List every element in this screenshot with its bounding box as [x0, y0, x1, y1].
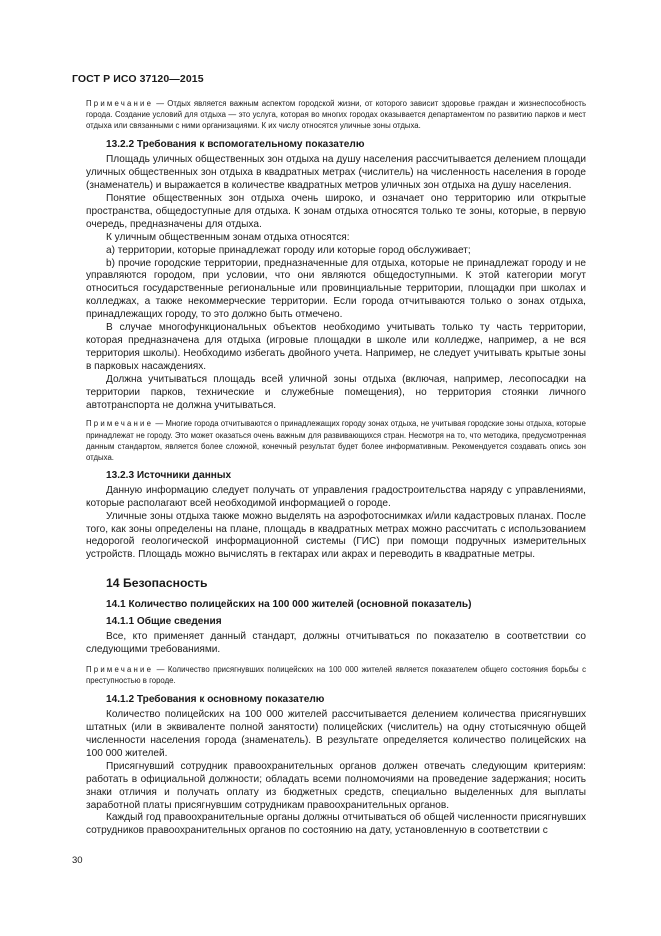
paragraph: Уличные зоны отдыха также можно выделять на аэрофотоснимках и/или кадастровых планах. После того, как зоны определены на плане, площадь в квадратных метрах можно рассчитать с использованием недорогой геологической информационной системы (ГИС) при помощи подручных измерительных устройств. Площадь можно вычислять в гектарах или акрах и переводить в квадратные метры. — [86, 510, 586, 561]
paragraph: Количество полицейских на 100 000 жителей рассчитывается делением количества присягнувших штатных (или в эквиваленте полной занятости) полицейских (числитель) на одну стотысячную общей численности населения города (знаменатель). В результате определяется количество полицейских на 100 000 жителей. — [86, 709, 586, 759]
heading-14: 14 Безопасность — [106, 576, 208, 591]
list-item: а) территории, которые принадлежат городу или которые город обслуживает; — [106, 244, 471, 256]
heading-13-2-3: 13.2.3 Источники данных — [106, 469, 232, 481]
page-number: 30 — [72, 855, 83, 866]
document-header: ГОСТ Р ИСО 37120—2015 — [72, 73, 204, 85]
paragraph: Данную информацию следует получать от управления градостроительства наряду с управлениями, которые располагают всей необходимой информацией о городе. — [86, 484, 586, 509]
note-label: Примечание — [86, 665, 154, 675]
list-item: b) прочие городские территории, предназначенные для отдыха, которые не принадлежат городу и не управляются городом, при условии, что они являются общедоступными. К этой категории могут относиться государственные региональные или провинциальные территории, площадки при школах и колледжах, а также некоммерческие территории. Если города отчитываются только о зонах отдыха, принадлежащих городу, то это должно быть отмечено. — [86, 257, 586, 321]
paragraph: В случае многофункциональных объектов необходимо учитывать только ту часть территории, которая предназначена для отдыха (игровые площадки в школе или колледже, например, а не вся территория школы). Необходимо избегать двойного учета. Например, не следует учитывать крытые зоны в парковых насаждениях. — [86, 322, 586, 372]
note-2: Примечание — Многие города отчитываются о принадлежащих городу зонах отдыха, не учитывая городские зоны отдыха, которые принадлежат не городу. Это может оказаться очень важным для развивающихся стран. Несмотря на то, что методика, предусмотренная данным стандартом, является более сложной, конечный результат будет более информативным. Рекомендуется создавать опись зон отдыха. — [86, 419, 586, 462]
note-label: Примечание — [86, 99, 154, 108]
heading-14-1-1: 14.1.1 Общие сведения — [106, 616, 222, 628]
paragraph: Понятие общественных зон отдыха очень широко, и означает оно территорию или открытые пространства, общедоступные для отдыха. К зонам отдыха относятся только те зоны, которые, в первую очередь, предназначены для отдыха. — [86, 193, 586, 230]
paragraph: Площадь уличных общественных зон отдыха на душу населения рассчитывается делением площади уличных общественных зон отдыха в квадратных метрах (числитель) на численность населения в городе (знаменатель) и выражается в количестве квадратных метров уличных зон отдыха на душу населения. — [86, 154, 586, 192]
heading-14-1: 14.1 Количество полицейских на 100 000 жителей (основной показатель) — [106, 599, 472, 611]
note-label: Примечание — [86, 419, 154, 429]
paragraph: Все, кто применяет данный стандарт, должны отчитываться по показателю в соответствии со следующими требованиями. — [86, 631, 586, 656]
paragraph: К уличным общественным зонам отдыха относятся: — [106, 231, 350, 243]
page-content — [86, 98, 586, 838]
paragraph: Должна учитываться площадь всей уличной зоны отдыха (включая, например, лесопосадки на территории парков, технические и служебные помещения), но территория стоянки личного автотранспорта не должна учитываться. — [86, 373, 586, 411]
paragraph: Каждый год правоохранительные органы должны отчитываться об общей численности присягнувших сотрудников правоохранительных органов по состоянию на дату, установленную в соответствии с — [86, 812, 586, 837]
note-1: Примечание — Отдых является важным аспектом городской жизни, от которого зависит здоровье граждан и жизнеспособность города. Создание условий для отдыха — это услуга, которая во многих городах оказывается департаментом по развитию парков и мест отдыха или связанными с ними организациями. К их числу относятся уличные зоны отдыха. — [86, 99, 586, 131]
heading-13-2-2: 13.2.2 Требования к вспомогательному показателю — [106, 139, 365, 151]
paragraph: Присягнувший сотрудник правоохранительных органов должен отвечать следующим критериям: работать в официальной должности; обладать всеми полномочиями на проведение задержания; носить знаки отличия и получать оплату из бюджетных средств, специально выделенных для выплаты заработной платы присягнувшим сотрудникам правоохранительных органов. — [86, 760, 586, 811]
note-3: Примечание — Количество присягнувших полицейских на 100 000 жителей является показателем общего состояния борьбы с преступностью в городе. — [86, 665, 586, 686]
heading-14-1-2: 14.1.2 Требования к основному показателю — [106, 694, 325, 706]
